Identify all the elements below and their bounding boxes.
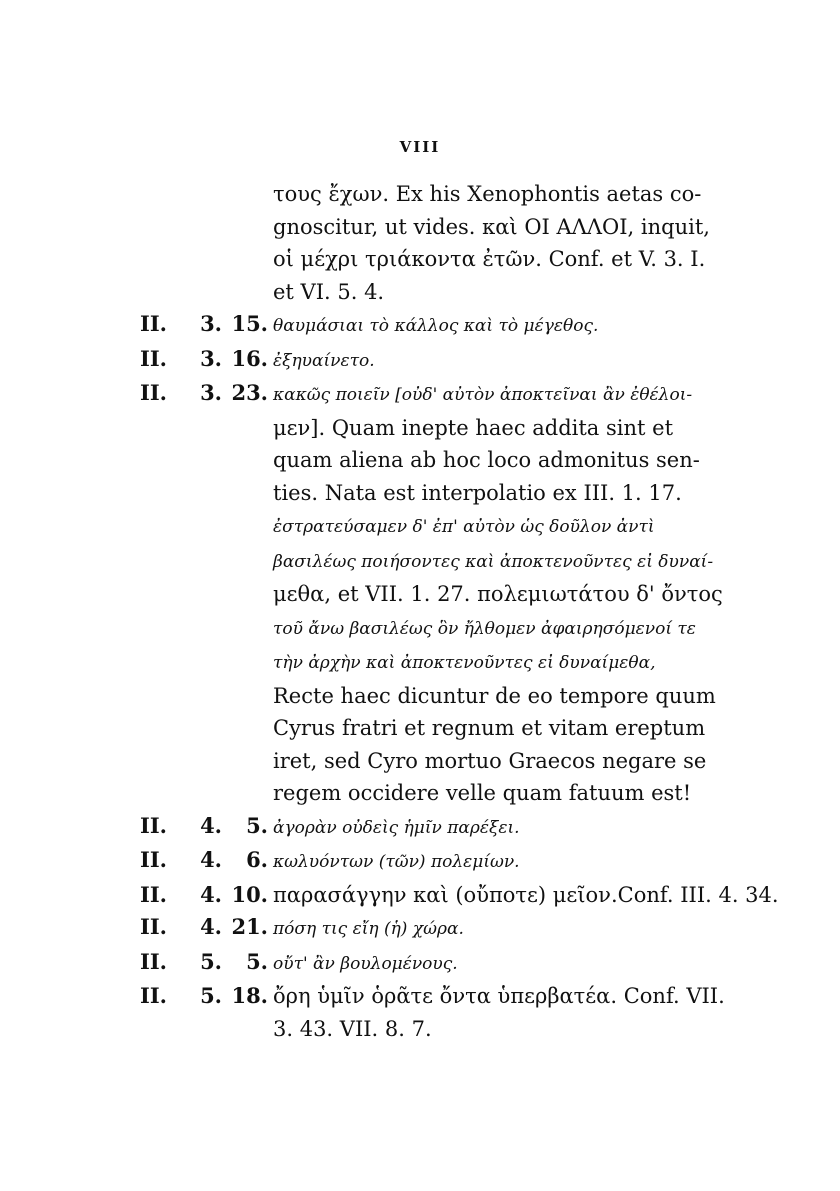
section-number: 21. — [231, 914, 268, 939]
note-entry — [140, 377, 723, 810]
text-line: ἐστρατεύσαμεν δ' ἐπ' αὐτὸν ὡς δοῦλον ἀντὶ — [273, 517, 655, 537]
citation-reference — [140, 879, 272, 911]
citation-reference — [140, 377, 272, 409]
section-number: 15. — [231, 311, 268, 336]
text-line: κακῶς ποιεῖν [οὐδ' αὐτὸν ἀποκτεῖναι ἂν ἐθέλοι- — [273, 385, 693, 405]
book-number: II. — [140, 812, 167, 838]
chapter-number: 3. — [200, 345, 222, 371]
section-number: 5. — [246, 812, 268, 838]
note-entry — [140, 178, 710, 308]
note-entry — [140, 911, 705, 946]
book-number: II. — [140, 345, 167, 371]
section-number: 10. — [231, 881, 268, 907]
text-line: Recte haec dicuntur de eo tempore quum — [273, 683, 716, 708]
book-number: II. — [140, 983, 167, 1008]
book-number: II. — [140, 914, 167, 939]
text-line: τοῦ ἄνω βασιλέως ὃν ἤλθομεν ἀφαιρησόμενοί τε — [273, 618, 696, 639]
note-text — [273, 844, 705, 879]
note-entry — [140, 343, 705, 378]
citation-reference — [140, 810, 272, 842]
note-text — [273, 946, 705, 981]
citation-reference — [140, 946, 272, 978]
text-line: μεν]. Quam inepte haec addita sint et — [273, 415, 674, 440]
section-number: 5. — [246, 948, 268, 974]
section-number: 16. — [231, 345, 268, 371]
text-line: et VI. 5. 4. — [273, 279, 385, 304]
text-line: βασιλέως ποιήσοντες καὶ ἀποκτενοῦντες εἰ δυναί- — [273, 551, 714, 572]
citation-reference — [140, 308, 272, 340]
chapter-number: 3. — [200, 380, 222, 405]
note-text — [273, 178, 710, 308]
page-number: VIII — [399, 138, 441, 156]
book-number: II. — [140, 380, 167, 405]
text-line: ἀγορὰν οὐδεὶς ἡμῖν παρέξει. — [273, 817, 520, 838]
text-line: οὔτ' ἂν βουλομένους. — [273, 953, 458, 974]
section-number: 6. — [246, 847, 268, 872]
book-number: II. — [140, 881, 167, 907]
section-number: 18. — [231, 983, 268, 1008]
note-text — [273, 879, 779, 912]
book-number: II. — [140, 948, 167, 974]
text-line: τους ἔχων. Ex his Xenophontis aetas co- — [273, 182, 702, 206]
chapter-number: 4. — [200, 812, 222, 838]
text-line: παρασάγγην καὶ (οὔποτε) μεῖον.Conf. III. 4. 34. — [273, 882, 779, 907]
text-line: μεθα, et VII. 1. 27. πολεμιωτάτου δ' ὄντος — [273, 582, 723, 606]
note-text — [273, 911, 705, 946]
citation-reference — [140, 980, 272, 1012]
text-line: Cyrus fratri et regnum et vitam ereptum — [273, 716, 706, 740]
citation-reference — [140, 911, 272, 943]
note-entry — [140, 810, 705, 845]
text-line: κωλυόντων (τῶν) πολεμίων. — [273, 852, 520, 872]
text-line: τὴν ἀρχὴν καὶ ἀποκτενοῦντες εἰ δυναίμεθα, — [273, 653, 656, 673]
note-text — [273, 308, 705, 343]
chapter-number: 5. — [200, 948, 222, 974]
text-line: iret, sed Cyro mortuo Graecos negare se — [273, 748, 707, 773]
note-entry — [140, 308, 705, 343]
note-entry — [140, 946, 705, 981]
chapter-number: 4. — [200, 881, 222, 907]
text-line: regem occidere velle quam fatuum est! — [273, 781, 692, 805]
note-text — [273, 343, 705, 378]
chapter-number: 4. — [200, 847, 222, 872]
text-line: gnoscitur, ut vides. καὶ ΟΙ ΑΛΛΟΙ, inquit, — [273, 214, 710, 239]
citation-reference — [140, 343, 272, 375]
text-line: θαυμάσιαι τὸ κάλλος καὶ τὸ μέγεθος. — [273, 316, 599, 336]
text-line: ἐξηυαίνετο. — [273, 350, 375, 371]
chapter-number: 5. — [200, 983, 222, 1008]
book-number: II. — [140, 311, 167, 336]
note-text — [273, 980, 725, 1045]
text-line: ὄρη ὑμῖν ὁρᾶτε ὄντα ὑπερβατέα. Conf. VII. — [273, 984, 725, 1008]
citation-reference — [140, 844, 272, 876]
note-text — [273, 377, 723, 810]
text-line: 3. 43. VII. 8. 7. — [273, 1016, 432, 1041]
text-line: ties. Nata est interpolatio ex III. 1. 17. — [273, 480, 682, 505]
note-entry — [140, 844, 705, 879]
notes-list — [140, 178, 779, 1045]
chapter-number: 4. — [200, 914, 222, 939]
text-line: quam aliena ab hoc loco admonitus sen- — [273, 448, 700, 472]
text-line: πόση τις εἴη (ἡ) χώρα. — [273, 919, 464, 939]
note-entry — [140, 980, 725, 1045]
section-number: 23. — [231, 380, 268, 405]
note-text — [273, 810, 705, 845]
book-number: II. — [140, 847, 167, 872]
note-entry — [140, 879, 779, 912]
text-line: οἱ μέχρι τριάκοντα ἐτῶν. Conf. et V. 3. I. — [273, 247, 706, 271]
chapter-number: 3. — [200, 311, 222, 336]
